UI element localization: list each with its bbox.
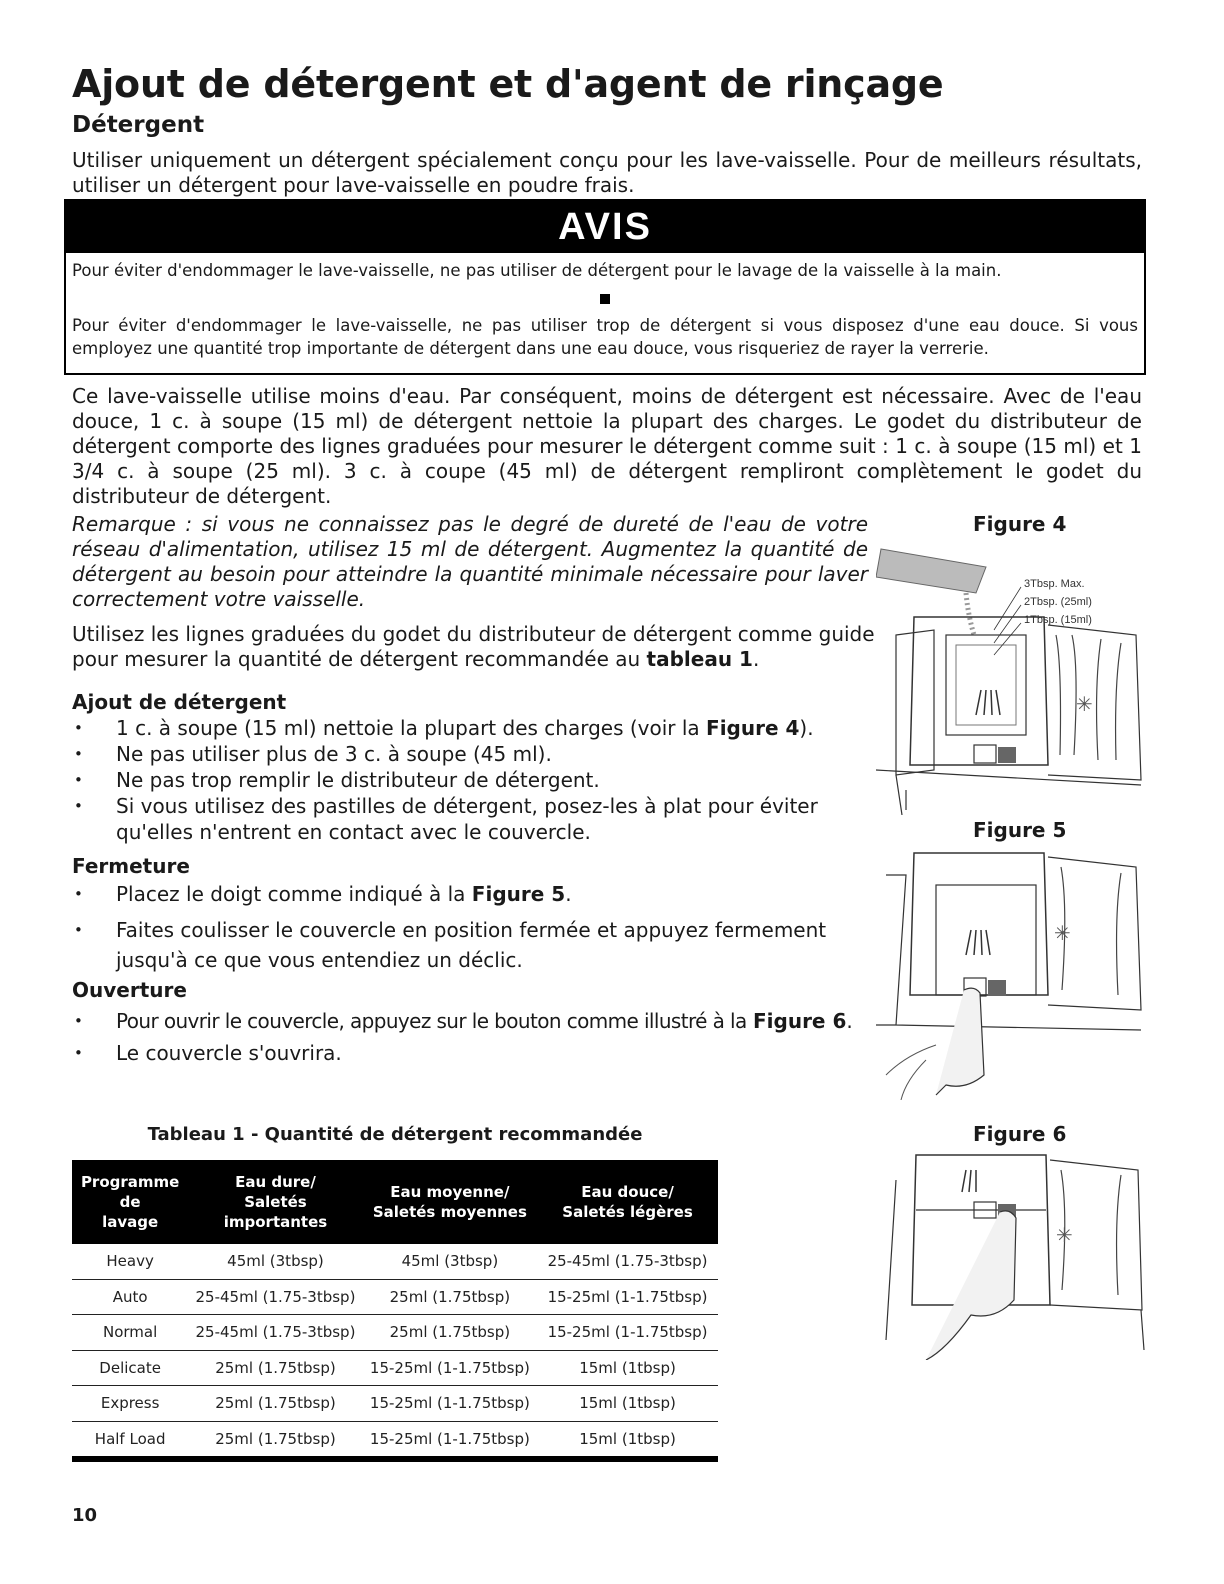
table-cell: Auto <box>72 1279 188 1315</box>
table-cell: 15-25ml (1-1.75tbsp) <box>363 1350 537 1386</box>
list-item-end: ). <box>799 716 814 740</box>
table-cell: 15ml (1tbsp) <box>537 1386 718 1422</box>
notice-text-1: Pour éviter d'endommager le lave-vaisselle, ne pas utiliser de détergent pour le lavage de la vaisselle à la main. <box>72 261 1002 280</box>
page-title: Ajout de détergent et d'agent de rinçage <box>72 62 944 106</box>
table-cell: 15-25ml (1-1.75tbsp) <box>537 1279 718 1315</box>
header-line: Programme de <box>80 1173 180 1211</box>
list-item-text: Le couvercle s'ouvrira. <box>116 1041 342 1065</box>
graduated-lines-end: . <box>752 647 760 671</box>
table-cell: Delicate <box>72 1350 188 1386</box>
list-item-text: Ne pas trop remplir le distributeur de détergent. <box>116 768 600 792</box>
table-row <box>72 1315 718 1351</box>
list-item-end: . <box>565 882 572 906</box>
table-cell: Normal <box>72 1315 188 1351</box>
table-cell: 45ml (3tbsp) <box>188 1244 362 1279</box>
adding-heading: Ajout de détergent <box>72 690 287 714</box>
header-line: Eau moyenne/ <box>390 1183 510 1201</box>
notice-label: AVIS <box>66 201 1144 253</box>
list-item-text: Faites coulisser le couvercle en position fermée et appuyez fermement jusqu'à ce que vous entendiez un déclic. <box>116 918 827 972</box>
figure-4-label-25ml: 2Tbsp. (25ml) <box>1024 596 1092 608</box>
detergent-table <box>72 1160 718 1462</box>
figure-4-illustration <box>876 535 1146 815</box>
svg-text:✳: ✳ <box>1054 921 1071 945</box>
notice-text-2: Pour éviter d'endommager le lave-vaisselle, ne pas utiliser trop de détergent si vous disposez d'une eau douce. Si vous employez une quantité trop importante de détergent dans une eau douce, vous risqueriez de rayer la verrerie. <box>72 316 1138 358</box>
notice-box <box>64 199 1146 375</box>
column-header-program <box>72 1160 188 1244</box>
header-line: Eau dure/ <box>235 1173 316 1191</box>
closing-heading: Fermeture <box>72 854 190 878</box>
table-cell: Half Load <box>72 1421 188 1459</box>
table-cell: 25-45ml (1.75-3tbsp) <box>188 1315 362 1351</box>
list-item <box>72 882 872 907</box>
table-cell: 25ml (1.75tbsp) <box>188 1350 362 1386</box>
table-row <box>72 1244 718 1279</box>
table-cell: 15ml (1tbsp) <box>537 1350 718 1386</box>
figure-reference: Figure 5 <box>471 882 566 906</box>
header-line: Saletés moyennes <box>372 1203 527 1221</box>
figure-4-label-max: 3Tbsp. Max. <box>1024 578 1085 590</box>
list-item-text: 1 c. à soupe (15 ml) nettoie la plupart des charges (voir la <box>116 716 700 740</box>
table-cell: 45ml (3tbsp) <box>363 1244 537 1279</box>
adding-list <box>72 715 872 845</box>
table-row <box>72 1279 718 1315</box>
list-item-text: Si vous utilisez des pastilles de détergent, posez-les à plat pour éviter qu'elles n'entrent en contact avec le couvercle. <box>116 794 818 844</box>
table-cell: 15-25ml (1-1.75tbsp) <box>363 1421 537 1459</box>
column-header-hard-water <box>188 1160 362 1244</box>
column-header-medium-water <box>363 1160 537 1244</box>
graduated-lines-text: Utilisez les lignes graduées du godet du distributeur de détergent comme guide pour mesurer la quantité de détergent recommandée au <box>72 622 875 671</box>
list-item-text: Ne pas utiliser plus de 3 c. à soupe (45 ml). <box>116 742 552 766</box>
table-cell: 25ml (1.75tbsp) <box>363 1279 537 1315</box>
closing-list <box>72 882 872 975</box>
list-item-text: Placez le doigt comme indiqué à la <box>116 882 466 906</box>
table-row <box>72 1350 718 1386</box>
figure-4-label-15ml: 1Tbsp. (15ml) <box>1024 614 1092 626</box>
table-cell: Express <box>72 1386 188 1422</box>
page-number: 10 <box>72 1505 98 1526</box>
table-caption: Tableau 1 - Quantité de détergent recommandée <box>147 1124 643 1145</box>
figure-4-title: Figure 4 <box>973 512 1067 536</box>
header-line: lavage <box>102 1213 159 1231</box>
table-row <box>72 1386 718 1422</box>
table-cell: 25ml (1.75tbsp) <box>188 1386 362 1422</box>
section-heading-detergent: Détergent <box>72 112 205 138</box>
figure-reference: Figure 6 <box>753 1009 847 1033</box>
svg-text:✳: ✳ <box>1076 692 1093 716</box>
svg-text:✳: ✳ <box>1056 1223 1073 1247</box>
header-line: Saletés légères <box>562 1203 693 1221</box>
separator-square-icon <box>600 294 610 304</box>
figure-5-illustration <box>876 845 1146 1100</box>
list-item <box>72 1037 892 1069</box>
graduated-lines-paragraph <box>72 622 917 672</box>
detergent-intro: Utiliser uniquement un détergent spécialement conçu pour les lave-vaisselle. Pour de meilleurs résultats, utiliser un détergent pour lave-vaisselle en poudre frais. <box>72 148 1142 197</box>
table-cell: 25ml (1.75tbsp) <box>188 1421 362 1459</box>
column-header-soft-water <box>537 1160 718 1244</box>
figure-reference: Figure 4 <box>706 716 800 740</box>
table-cell: 25-45ml (1.75-3tbsp) <box>188 1279 362 1315</box>
header-line: Eau douce/ <box>581 1183 674 1201</box>
table-header-row <box>72 1160 718 1244</box>
remark-paragraph: Remarque : si vous ne connaissez pas le degré de dureté de l'eau de votre réseau d'alimentation, utilisez 15 ml de détergent. Augmentez la quantité de détergent au besoin pour atteindre la quantité minimale nécessaire pour laver correctement votre vaisselle. <box>72 512 868 611</box>
list-item-end: . <box>846 1009 853 1033</box>
figure-6-title: Figure 6 <box>973 1122 1067 1146</box>
water-usage-paragraph: Ce lave-vaisselle utilise moins d'eau. Par conséquent, moins de détergent est nécessaire. Avec de l'eau douce, 1 c. à soupe (15 ml) de détergent nettoie la plupart des charges. Le godet du distributeur de détergent comporte des lignes graduées pour mesurer le détergent comme suit : 1 c. à soupe (15 ml) et 1 3/4 c. à soupe (25 ml). 3 c. à coupe (45 ml) de détergent rempliront complètement le godet du distributeur de détergent. <box>72 384 1142 508</box>
header-line: Saletés importantes <box>223 1193 328 1231</box>
list-item <box>72 915 876 975</box>
table-cell: Heavy <box>72 1244 188 1279</box>
figure-5-title: Figure 5 <box>973 818 1067 842</box>
list-item-text: Pour ouvrir le couvercle, appuyez sur le bouton comme illustré à la <box>116 1009 747 1033</box>
opening-list <box>72 1005 892 1069</box>
figure-6-illustration <box>876 1150 1146 1360</box>
list-item <box>72 767 872 793</box>
list-item <box>72 1005 892 1037</box>
table-reference: tableau 1 <box>646 647 753 671</box>
table-cell: 15-25ml (1-1.75tbsp) <box>537 1315 718 1351</box>
list-item <box>72 793 856 845</box>
table-cell: 25-45ml (1.75-3tbsp) <box>537 1244 718 1279</box>
table-cell: 15ml (1tbsp) <box>537 1421 718 1459</box>
opening-heading: Ouverture <box>72 978 187 1002</box>
table-row <box>72 1421 718 1459</box>
list-item <box>72 715 872 741</box>
list-item <box>72 741 872 767</box>
table-cell: 15-25ml (1-1.75tbsp) <box>363 1386 537 1422</box>
table-cell: 25ml (1.75tbsp) <box>363 1315 537 1351</box>
